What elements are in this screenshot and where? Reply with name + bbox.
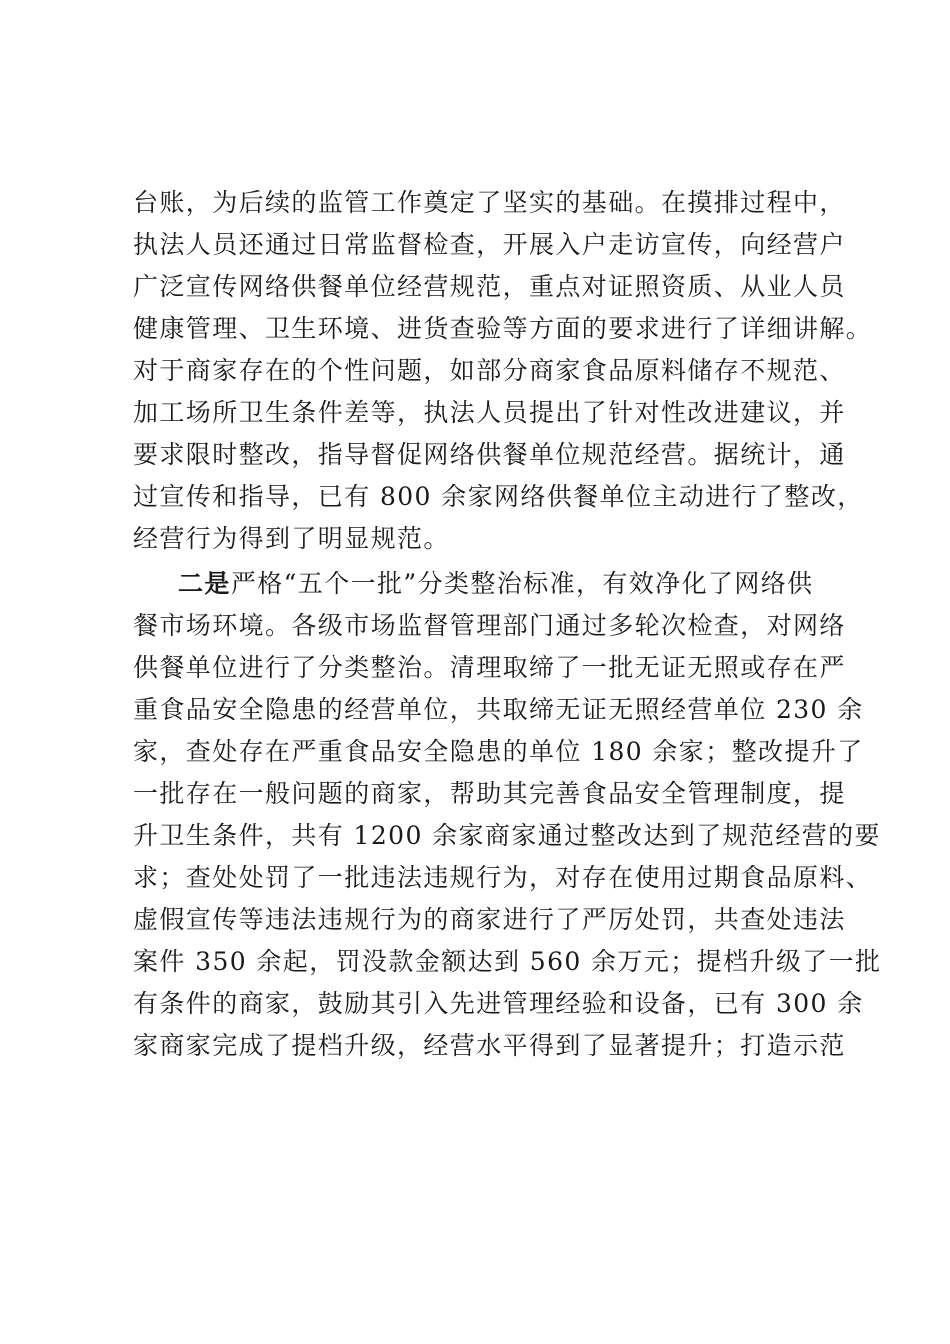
paragraph-line: 有条件的商家，鼓励其引入先进管理经验和设备，已有 300 余	[133, 989, 864, 1018]
paragraph-line: 案件 350 余起，罚没款金额达到 560 余万元；提档升级了一批	[133, 947, 882, 976]
paragraph-line: 执法人员还通过日常监督检查，开展入户走访宣传，向经营户	[133, 230, 846, 259]
paragraph-line: 供餐单位进行了分类整治。清理取缔了一批无证无照或存在严	[133, 653, 846, 682]
paragraph-line: 求；查处处罚了一批违法违规行为，对存在使用过期食品原料、	[133, 863, 873, 892]
paragraph-line: 台账，为后续的监管工作奠定了坚实的基础。在摸排过程中，	[133, 188, 846, 217]
paragraph-line: 广泛宣传网络供餐单位经营规范，重点对证照资质、从业人员	[133, 272, 846, 301]
paragraph-line: 过宣传和指导，已有 800 余家网络供餐单位主动进行了整改，	[133, 482, 864, 511]
paragraph-lead: 二是	[178, 569, 231, 598]
paragraph-line: 要求限时整改，指导督促网络供餐单位规范经营。据统计，通	[133, 440, 846, 469]
paragraph-line: 对于商家存在的个性问题，如部分商家食品原料储存不规范、	[133, 356, 846, 385]
paragraph-line: 虚假宣传等违法违规行为的商家进行了严厉处罚，共查处违法	[133, 905, 846, 934]
paragraph-line: 健康管理、卫生环境、进货查验等方面的要求进行了详细讲解。	[133, 314, 873, 343]
paragraph-line: 经营行为得到了明显规范。	[133, 524, 450, 553]
paragraph-line: 家，查处存在严重食品安全隐患的单位 180 余家；整改提升了	[133, 737, 864, 766]
paragraph-first-line	[178, 565, 833, 603]
paragraph-line: 家商家完成了提档升级，经营水平得到了显著提升；打造示范	[133, 1031, 846, 1060]
paragraph-first-text: 严格“五个一批”分类整治标准，有效净化了网络供	[230, 569, 814, 598]
paragraph-line: 餐市场环境。各级市场监督管理部门通过多轮次检查，对网络	[133, 611, 846, 640]
paragraph-line: 一批存在一般问题的商家，帮助其完善食品安全管理制度，提	[133, 779, 846, 808]
paragraph-line: 升卫生条件，共有 1200 余家商家通过整改达到了规范经营的要	[133, 821, 881, 850]
paragraph-line: 加工场所卫生条件差等，执法人员提出了针对性改进建议，并	[133, 398, 846, 427]
paragraph-line: 重食品安全隐患的经营单位，共取缔无证无照经营单位 230 余	[133, 695, 864, 724]
